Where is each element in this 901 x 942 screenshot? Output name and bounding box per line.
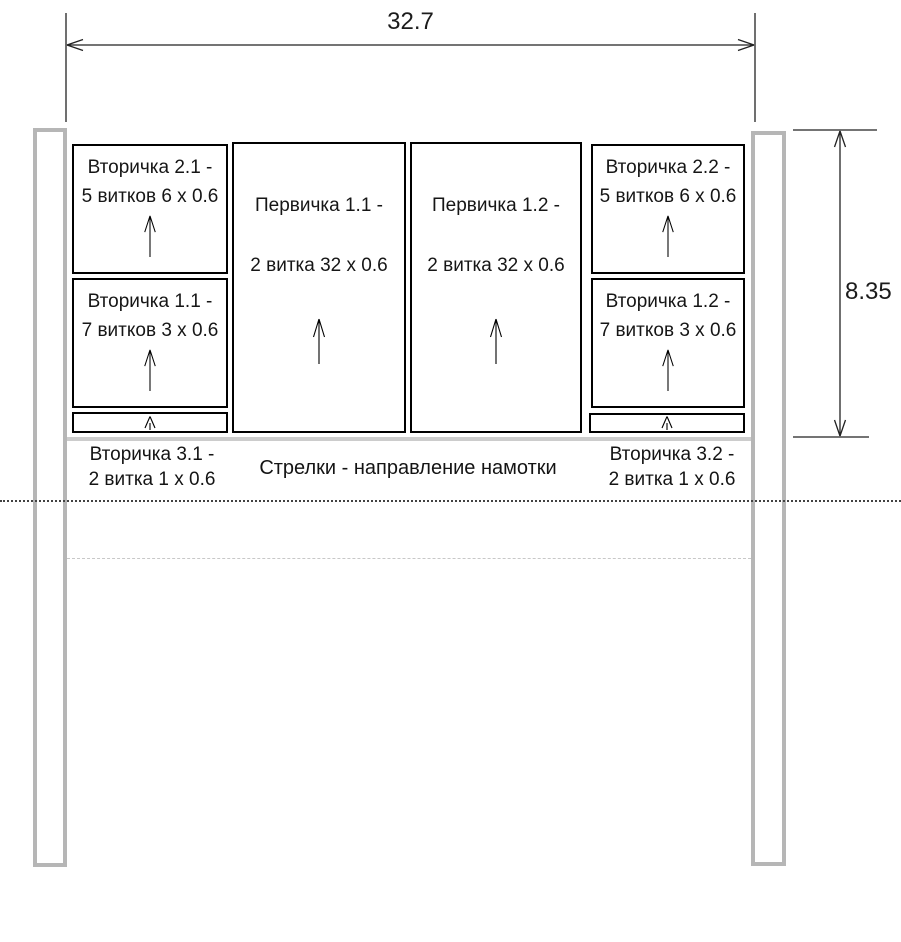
up-arrow-icon: [481, 316, 511, 364]
coil-spec: 7 витков 3 x 0.6: [81, 320, 219, 341]
height-dimension-value: 8.35: [845, 278, 892, 305]
coil-spec: 5 витков 6 x 0.6: [599, 186, 737, 207]
coil-spec: 2 витка 1 x 0.6: [88, 469, 216, 490]
coil-spec: 2 витка 32 x 0.6: [250, 255, 388, 276]
coil-title: Вторичка 2.2 -: [605, 157, 731, 178]
up-arrow-icon: [135, 213, 165, 257]
up-arrow-icon: [304, 316, 334, 364]
arrowhead-down-icon: [835, 420, 846, 436]
width-dimension-value: 32.7: [387, 8, 434, 35]
winding-stack-baseline: [67, 437, 751, 441]
coil-secondary-2-2: [591, 144, 745, 274]
coil-spec: 2 витка 32 x 0.6: [427, 255, 565, 276]
coil-title: Первичка 1.2 -: [432, 195, 560, 216]
coil-title: Вторичка 1.1 -: [87, 291, 213, 312]
arrows-legend-note: Стрелки - направление намотки: [259, 457, 557, 479]
arrowhead-left-icon: [67, 40, 83, 51]
coil-primary-1-1: [232, 142, 406, 433]
coil-spec: 7 витков 3 x 0.6: [599, 320, 737, 341]
up-arrow-icon: [653, 213, 683, 257]
arrowhead-right-icon: [738, 40, 754, 51]
coil-spec: 5 витков 6 x 0.6: [81, 186, 219, 207]
dotted-fold-line: [0, 500, 901, 502]
coil-secondary-3-1-label: [68, 442, 236, 492]
coil-secondary-1-2: [591, 278, 745, 408]
coil-secondary-2-1: [72, 144, 228, 274]
coil-title: Вторичка 3.2 -: [609, 444, 735, 465]
coil-title: Вторичка 1.2 -: [605, 291, 731, 312]
coil-title: Вторичка 2.1 -: [87, 157, 213, 178]
coil-secondary-3-2-label: [586, 442, 758, 492]
coil-spec: 2 витка 1 x 0.6: [608, 469, 736, 490]
bobbin-cheek-right: [751, 131, 786, 866]
coil-primary-1-2: [410, 142, 582, 433]
coil-title: Вторичка 3.1 -: [89, 444, 215, 465]
coil-secondary-3-2: [589, 413, 745, 433]
arrowhead-up-icon: [835, 131, 846, 147]
coil-title: Первичка 1.1 -: [255, 195, 383, 216]
faint-guide-line: [67, 558, 751, 559]
bobbin-cheek-left: [33, 128, 67, 867]
up-arrow-icon: [654, 415, 680, 431]
up-arrow-icon: [135, 347, 165, 391]
coil-secondary-3-1: [72, 412, 228, 433]
up-arrow-icon: [137, 415, 163, 431]
up-arrow-icon: [653, 347, 683, 391]
coil-secondary-1-1: [72, 278, 228, 408]
